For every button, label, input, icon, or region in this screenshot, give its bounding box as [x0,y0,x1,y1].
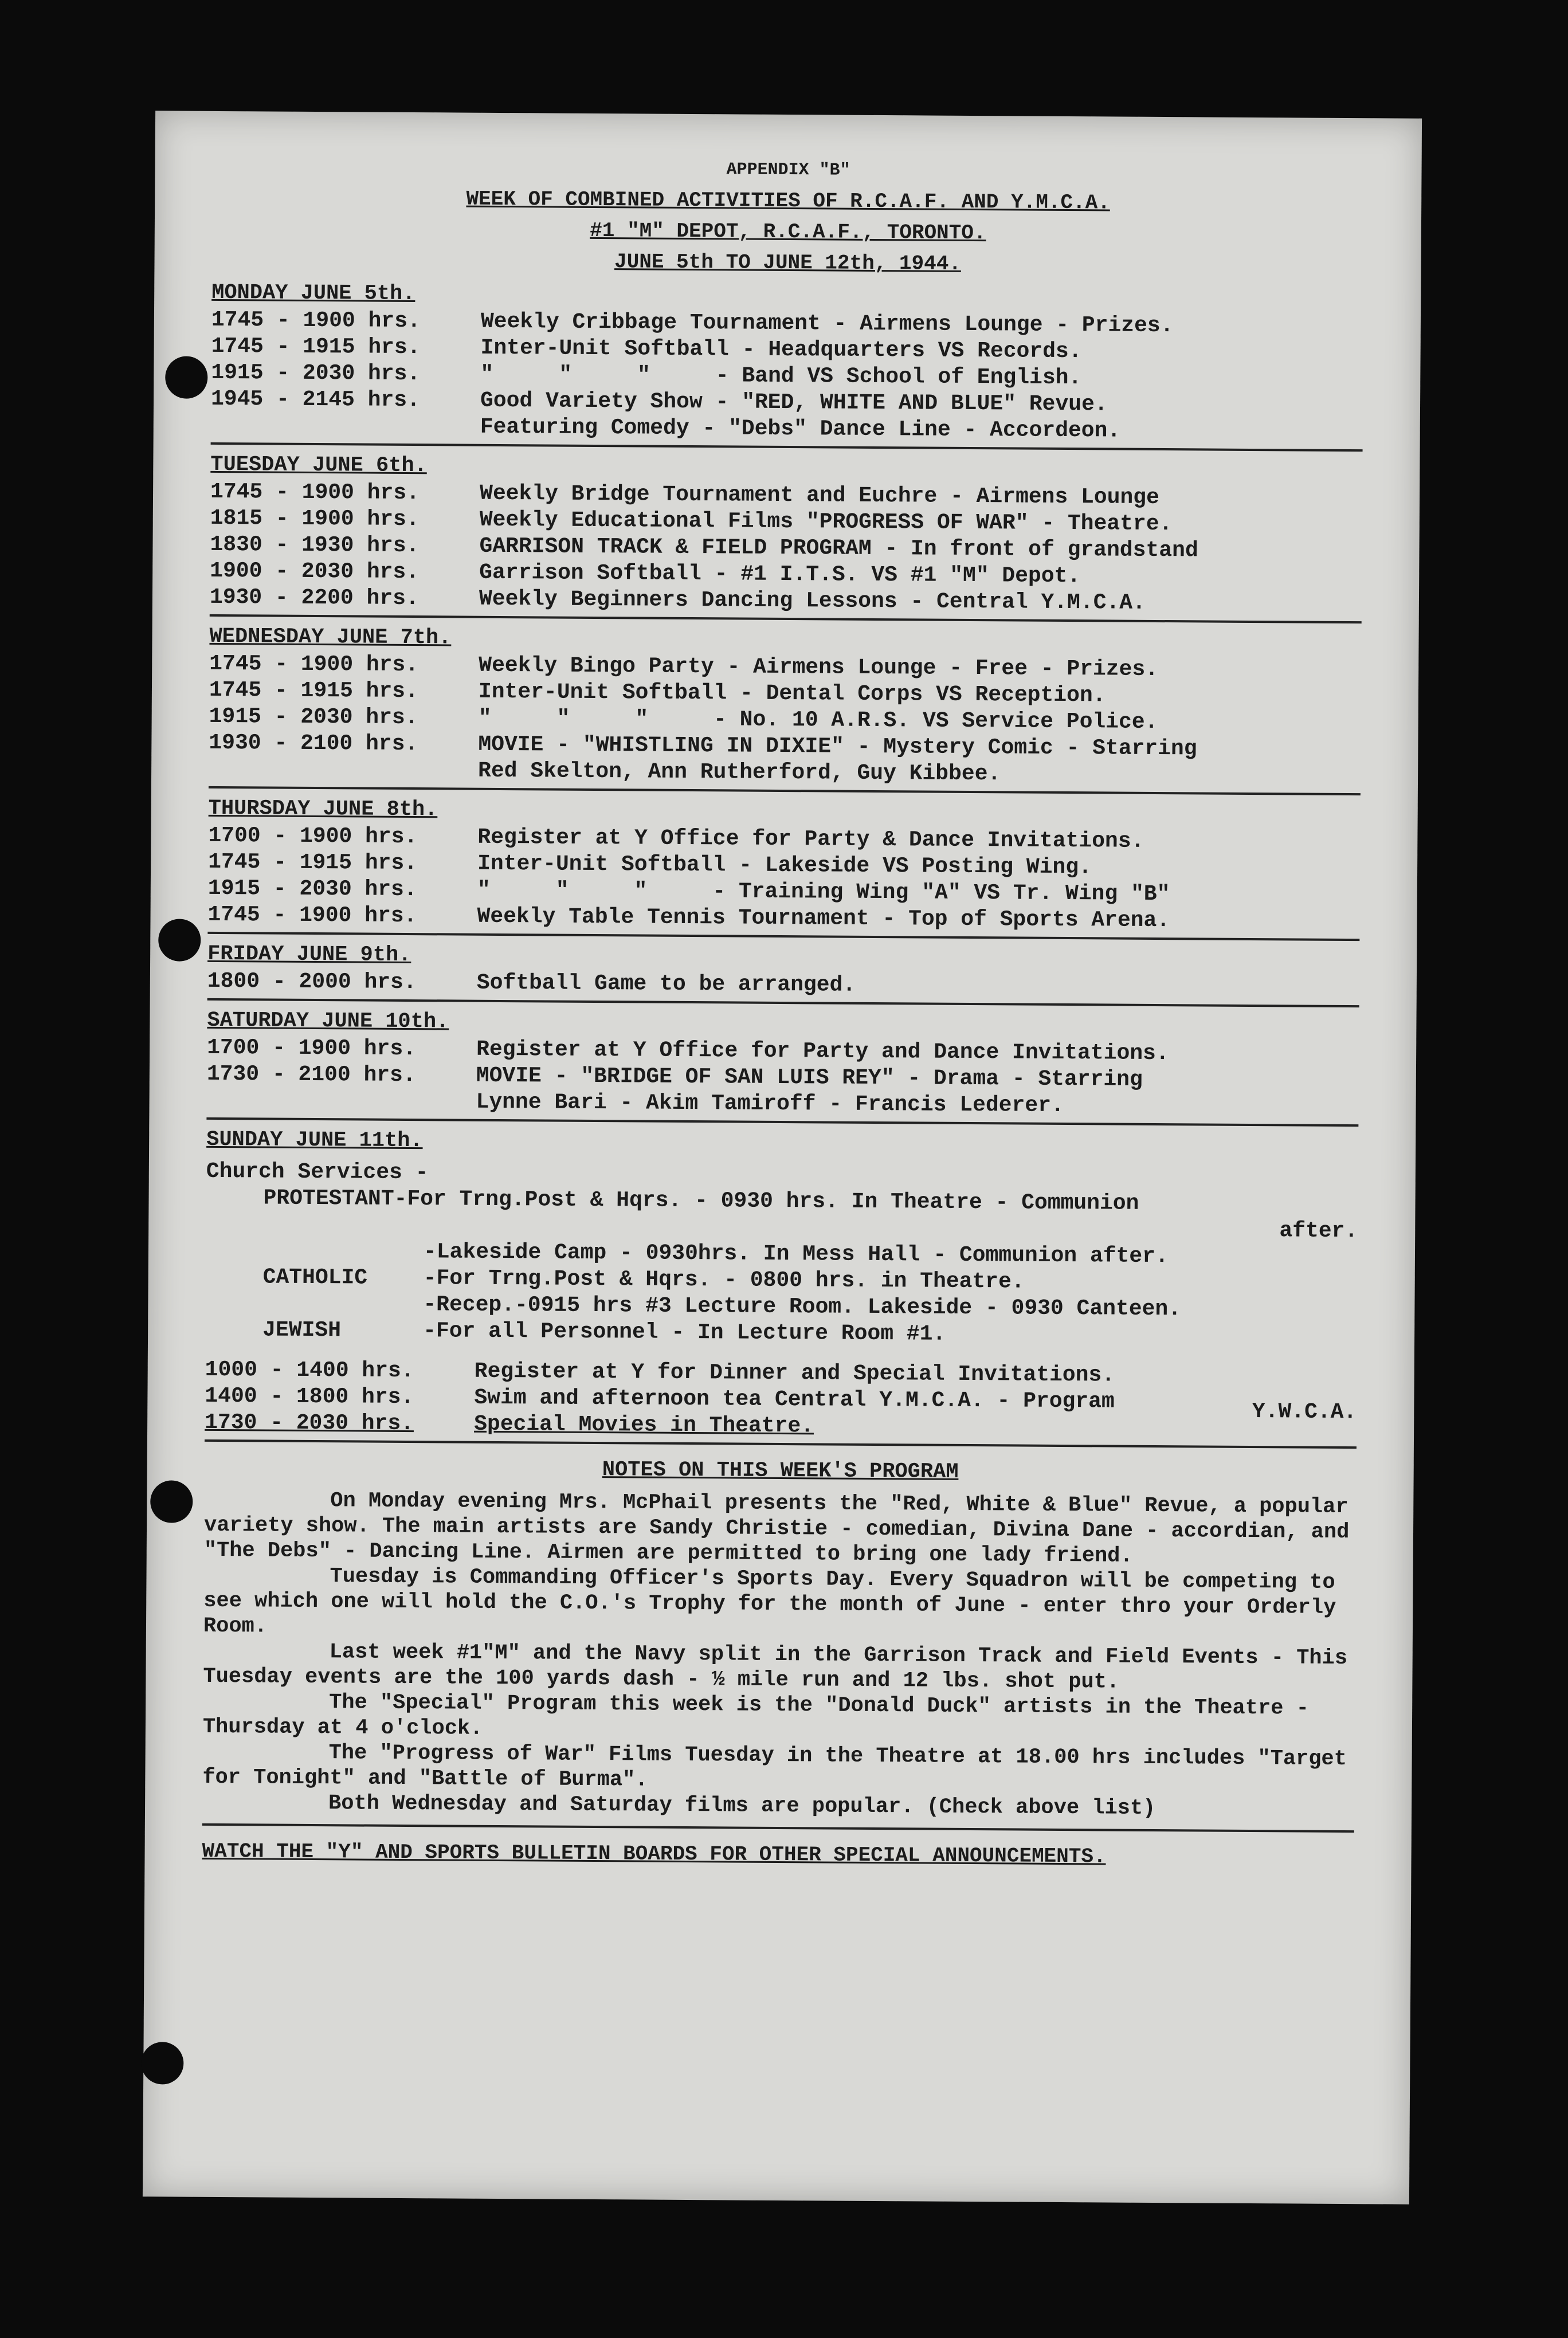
activity: " " " - Band VS School of English. [480,362,1082,391]
saturday-section [206,1006,1359,1127]
wednesday-section [209,622,1362,795]
document-title: WEEK OF COMBINED ACTIVITIES OF R.C.A.F. AND Y.M.C.A. [466,187,1111,215]
activity: Good Variety Show - "RED, WHITE AND BLUE" Revue. [480,388,1108,417]
footer-announcement: WATCH THE "Y" AND SPORTS BULLETIN BOARDS FOR OTHER SPECIAL ANNOUNCEMENTS. [202,1823,1354,1873]
time: 1745 - 1900 hrs. [210,479,420,506]
time: 1915 - 2030 hrs. [211,360,421,387]
day-title: THURSDAY JUNE 8th. [208,796,438,822]
time: 1745 - 1915 hrs. [207,849,418,876]
activity: Swim and afternoon tea Central Y.M.C.A. - Program [474,1385,1115,1414]
ywca-label: Y.W.C.A. [1252,1399,1357,1425]
time: 1000 - 1400 hrs. [205,1357,414,1384]
activity: Weekly Bridge Tournament and Euchre - Airmens Lounge [479,481,1159,510]
time: 1400 - 1800 hrs. [205,1383,414,1410]
time: 1900 - 2030 hrs. [210,558,420,585]
time: 1830 - 1930 hrs. [210,532,420,559]
document-header [211,151,1364,282]
time: 1730 - 2100 hrs. [206,1061,416,1088]
activity: MOVIE - "WHISTLING IN DIXIE" - Mystery Comic - Starring [478,732,1197,762]
activity: Garrison Softball - #1 I.T.S. VS #1 "M" Depot. [479,560,1081,589]
thursday-section [207,794,1360,941]
time: 1745 - 1900 hrs. [209,651,419,678]
time: 1930 - 2100 hrs. [209,730,418,757]
activity: Inter-Unit Softball - Dental Corps VS Reception. [478,679,1106,708]
activity: MOVIE - "BRIDGE OF SAN LUIS REY" - Drama - Starring [476,1063,1143,1092]
time: 1730 - 2030 hrs. [205,1410,414,1437]
day-title: MONDAY JUNE 5th. [211,280,415,307]
activity: GARRISON TRACK & FIELD PROGRAM - In front of grandstand [479,533,1198,563]
catholic-label: CATHOLIC [262,1265,368,1290]
church-heading: Church Services - [206,1159,429,1186]
time: 1815 - 1900 hrs. [210,505,420,532]
catholic-text-1: -Lakeside Camp - 0930hrs. In Mess Hall - Communion after. [423,1239,1169,1269]
time: 1945 - 2145 hrs. [210,386,421,413]
time: 1745 - 1915 hrs. [209,677,418,704]
activity: Weekly Table Tennis Tournament - Top of Sports Arena. [477,904,1170,933]
day-title: SATURDAY JUNE 10th. [207,1008,449,1034]
note-paragraph: The "Special" Program this week is the "Donald Duck" artists in the Theatre - Thursday at 4 o'clock. [202,1690,1309,1741]
activity: Weekly Beginners Dancing Lessons - Central Y.M.C.A. [479,586,1146,615]
notes-title: NOTES ON THIS WEEK'S PROGRAM [602,1458,959,1484]
jewish-text: -For all Personnel - In Lecture Room #1. [423,1319,946,1347]
note-paragraph: On Monday evening Mrs. McPhail presents the "Red, White & Blue" Revue, a popular variety show. The main artists are Sandy Christie - comedian, Divina Dane - accordian, and "The Debs" - Dancing Line. Airmen are permitted to bring one lady friend. [203,1489,1350,1568]
activity: " " " - No. 10 A.R.S. VS Service Police. [478,705,1158,735]
time: 1930 - 2200 hrs. [209,584,419,611]
activity: Inter-Unit Softball - Lakeside VS Posting Wing. [477,851,1092,880]
activity-continuation: Lynne Bari - Akim Tamiroff - Francis Lederer. [476,1089,1064,1119]
activity: Register at Y Office for Party and Dance Invitations. [476,1037,1169,1066]
date-range: JUNE 5th TO JUNE 12th, 1944. [614,250,962,276]
day-title: FRIDAY JUNE 9th. [207,942,411,968]
note-paragraph: Both Wednesday and Saturday films are popular. (Check above list) [328,1791,1156,1821]
protestant-label: PROTESTANT- [263,1186,407,1212]
time: 1915 - 2030 hrs. [209,704,418,731]
time: 1800 - 2000 hrs. [207,968,417,995]
day-title: WEDNESDAY JUNE 7th. [209,624,452,650]
document-sheet [143,111,1422,2204]
friday-section [207,940,1360,1007]
depot-line: #1 "M" DEPOT, R.C.A.F., TORONTO. [590,218,986,245]
time: 1700 - 1900 hrs. [208,823,418,850]
appendix-label: APPENDIX "B" [726,160,850,181]
activity: Register at Y Office for Party & Dance Invitations. [477,825,1144,854]
time: 1915 - 2030 hrs. [207,876,417,903]
activity: Softball Game to be arranged. [476,970,856,998]
activity: Register at Y for Dinner and Special Invitations. [474,1359,1115,1388]
note-paragraph: Tuesday is Commanding Officer's Sports Day. Every Squadron will be competing to see which one will hold the C.O.'s Trophy for the month of June - enter thro your Orderly Room. [203,1564,1336,1639]
activity: " " " - Training Wing "A" VS Tr. Wing "B" [477,877,1170,907]
activity: Weekly Educational Films "PROGRESS OF WAR" - Theatre. [479,507,1173,537]
jewish-label: JEWISH [262,1317,342,1343]
monday-section [211,278,1364,452]
activity: Weekly Cribbage Tournament - Airmens Lounge - Prizes. [480,309,1174,339]
day-title: SUNDAY JUNE 11th. [206,1127,423,1154]
activity: Inter-Unit Softball - Headquarters VS Records. [480,335,1082,364]
punch-hole [158,919,201,961]
time: 1745 - 1900 hrs. [207,902,417,929]
activity-continuation: Red Skelton, Ann Rutherford, Guy Kibbee. [477,758,1001,787]
punch-hole [150,1480,193,1523]
note-paragraph: Last week #1"M" and the Navy split in the Garrison Track and Field Events - This Tuesday events are the 100 yards dash - ½ mile run and 12 lbs. shot put. [203,1640,1348,1694]
activity: Special Movies in Theatre. [474,1411,814,1439]
sunday-section [205,1125,1358,1449]
catholic-text-3: -Recep.-0915 hrs #3 Lecture Room. Lakeside - 0930 Canteen. [423,1292,1182,1322]
protestant-after: after. [1279,1218,1358,1244]
punch-hole [165,356,207,398]
activity-continuation: Featuring Comedy - "Debs" Dance Line - Accordeon. [480,414,1121,444]
catholic-text-2: -For Trng.Post & Hqrs. - 0800 hrs. in Theatre. [423,1266,1025,1294]
punch-hole [141,2042,183,2084]
notes-body [202,1488,1356,1822]
protestant-text: For Trng.Post & Hqrs. - 0930 hrs. In Theatre - Communion [407,1187,1139,1216]
day-title: TUESDAY JUNE 6th. [210,452,427,478]
church-services [205,1159,1358,1350]
time: 1745 - 1900 hrs. [211,307,421,334]
tuesday-section [210,450,1363,623]
activity: Weekly Bingo Party - Airmens Lounge - Free - Prizes. [479,653,1159,682]
time: 1745 - 1915 hrs. [211,334,421,360]
time: 1700 - 1900 hrs. [207,1035,417,1062]
note-paragraph: The "Progress of War" Films Tuesday in the Theatre at 18.00 hrs includes "Target for Tonight" and "Battle of Burma". [202,1741,1347,1792]
